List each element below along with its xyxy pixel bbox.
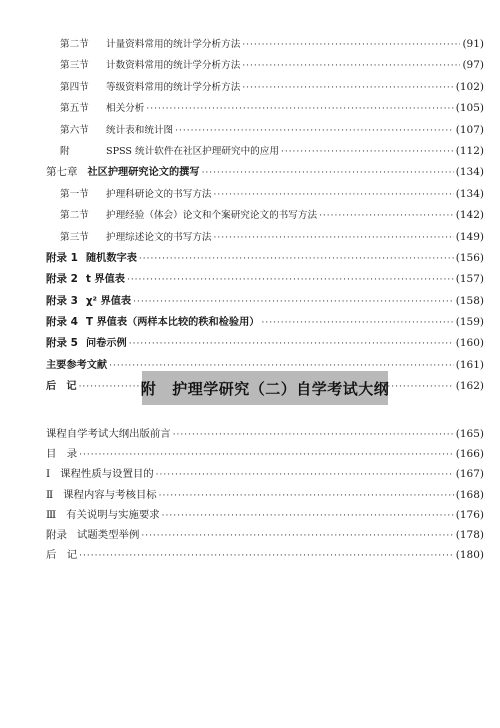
toc-entry: [46, 312, 484, 333]
toc-leader-dots: [162, 506, 454, 526]
toc-entry-page: (161): [455, 358, 484, 371]
toc-entry: [46, 98, 484, 119]
toc-entry-title: 有关说明与实施要求: [66, 508, 160, 521]
toc-entry-page: (165): [455, 428, 484, 440]
toc-entry-page: (159): [455, 316, 484, 329]
toc-entry-title: t 界值表: [85, 274, 125, 286]
toc-entry-page: (157): [455, 273, 484, 286]
toc-entry: [46, 269, 484, 290]
toc-entry-label: 第四节: [60, 81, 89, 93]
toc-entry-page: (105): [455, 102, 484, 115]
toc-entry-title: 试题类型举例: [77, 528, 140, 541]
toc-entry-title: 主要参考文献: [46, 359, 108, 371]
toc-entry-label: 第二节: [60, 210, 89, 222]
toc-entry-title: 随机数字表: [85, 252, 137, 264]
toc-leader-dots: [79, 445, 454, 465]
toc-entry-page: (158): [455, 294, 484, 307]
toc-entry-label: 第三节: [60, 231, 89, 243]
toc-entry-title: 统计表和统计图: [106, 124, 174, 136]
toc-entry: [46, 227, 484, 248]
toc-entry-label: 附录 2: [46, 273, 78, 286]
toc-entry-page: (102): [455, 80, 484, 93]
toc-entry-page: (162): [455, 380, 484, 393]
toc-entry: [46, 162, 484, 183]
table-of-contents-appendix: [46, 424, 484, 565]
toc-leader-dots: [261, 313, 453, 334]
toc-entry-title: 后 记: [46, 381, 77, 393]
toc-entry-title: 护理综述论文的书写方法: [106, 231, 212, 243]
toc-entry-label: Ⅱ: [46, 488, 54, 501]
toc-entry: [46, 485, 484, 505]
toc-entry-label: 附录 3: [46, 294, 78, 307]
toc-leader-dots: [133, 292, 454, 313]
toc-entry-title: T 界值表（两样本比较的秩和检验用）: [85, 317, 260, 329]
toc-leader-dots: [175, 121, 454, 142]
toc-entry: [46, 291, 484, 312]
toc-entry: [46, 184, 484, 205]
toc-entry: [46, 545, 484, 565]
toc-entry: [46, 525, 484, 545]
toc-entry-page: (176): [455, 508, 484, 521]
toc-entry-title: 课程内容与考核目标: [63, 488, 157, 501]
toc-entry-page: (178): [455, 528, 484, 541]
toc-entry: [46, 444, 484, 464]
toc-leader-dots: [146, 99, 453, 120]
toc-entry: [46, 141, 484, 162]
toc-leader-dots: [242, 35, 460, 56]
toc-entry-page: (156): [455, 251, 484, 264]
toc-entry: [46, 120, 484, 141]
toc-leader-dots: [79, 546, 454, 566]
toc-entry: [46, 333, 484, 354]
toc-entry-label: 附录 4: [46, 316, 78, 329]
toc-leader-dots: [129, 334, 454, 355]
toc-entry-title: 护理经验（体会）论文和个案研究论文的书写方法: [106, 210, 318, 222]
toc-entry-label: 第六节: [60, 124, 89, 136]
toc-entry-title: 计数资料常用的统计学分析方法: [106, 60, 241, 72]
toc-entry-page: (112): [455, 144, 484, 157]
toc-entry-page: (134): [455, 166, 484, 179]
toc-leader-dots: [214, 228, 454, 249]
toc-entry-label: 第五节: [60, 103, 89, 115]
toc-leader-dots: [242, 56, 460, 77]
toc-entry-page: (160): [455, 337, 484, 350]
toc-leader-dots: [139, 249, 454, 270]
toc-entry-page: (134): [455, 187, 484, 200]
toc-entry-page: (180): [455, 549, 484, 562]
toc-entry-page: (97): [462, 59, 484, 72]
toc-entry-page: (167): [455, 468, 484, 481]
toc-entry-page: (168): [455, 488, 484, 501]
table-of-contents-main: [46, 34, 484, 398]
toc-entry-page: (107): [455, 123, 484, 136]
toc-entry-title: 课程性质与设置目的: [60, 468, 154, 481]
toc-entry-title: 问卷示例: [85, 338, 127, 350]
toc-entry-label: 第七章: [46, 166, 78, 179]
toc-leader-dots: [156, 465, 454, 485]
toc-entry-title: χ² 界值表: [85, 295, 132, 307]
toc-entry-title: 相关分析: [106, 103, 145, 115]
toc-entry: [46, 505, 484, 525]
toc-leader-dots: [173, 425, 454, 445]
toc-entry-page: (91): [462, 38, 484, 50]
toc-entry-title: 目 录: [46, 448, 78, 461]
toc-entry-label: 附录 5: [46, 337, 78, 350]
toc-leader-dots: [242, 78, 453, 99]
toc-entry-title: 等级资料常用的统计学分析方法: [106, 81, 241, 93]
banner-prefix: 附: [140, 379, 157, 398]
toc-entry-title: 课程自学考试大纲出版前言: [46, 428, 171, 440]
toc-entry-title: 护理科研论文的书写方法: [106, 188, 212, 200]
toc-entry-title: SPSS 统计软件在社区护理研究中的应用: [106, 145, 279, 157]
toc-entry-title: 计量资料常用的统计学分析方法: [106, 39, 241, 50]
appendix-banner: [142, 371, 388, 405]
toc-entry-label: 第一节: [60, 188, 89, 200]
toc-leader-dots: [127, 270, 454, 291]
toc-entry: [46, 464, 484, 484]
toc-entry-page: (166): [455, 448, 484, 461]
toc-entry: [46, 34, 484, 55]
toc-leader-dots: [281, 142, 454, 163]
toc-entry-label: Ⅰ: [46, 468, 51, 481]
toc-entry: [46, 248, 484, 269]
appendix-banner-title: [141, 378, 390, 399]
toc-leader-dots: [319, 206, 454, 227]
toc-entry-title: 后 记: [46, 549, 78, 562]
toc-entry-label: 第三节: [60, 60, 89, 72]
toc-entry-title: 社区护理研究论文的撰写: [87, 167, 200, 179]
toc-entry: [46, 55, 484, 76]
toc-entry-label: 第二节: [60, 39, 89, 50]
toc-entry-label: 附录 1: [46, 251, 78, 264]
toc-entry: [46, 205, 484, 226]
toc-leader-dots: [141, 526, 453, 546]
toc-leader-dots: [159, 486, 454, 506]
toc-leader-dots: [202, 163, 454, 184]
toc-entry-label: 附: [60, 145, 70, 157]
toc-entry: [46, 77, 484, 98]
toc-entry-label: 附录: [46, 528, 67, 541]
toc-entry-page: (142): [455, 209, 484, 222]
toc-entry-page: (149): [455, 230, 484, 243]
toc-entry: [46, 424, 484, 444]
banner-title: 护理学研究（二）自学考试大纲: [172, 379, 390, 398]
toc-leader-dots: [214, 185, 454, 206]
toc-entry-label: Ⅲ: [46, 508, 57, 521]
